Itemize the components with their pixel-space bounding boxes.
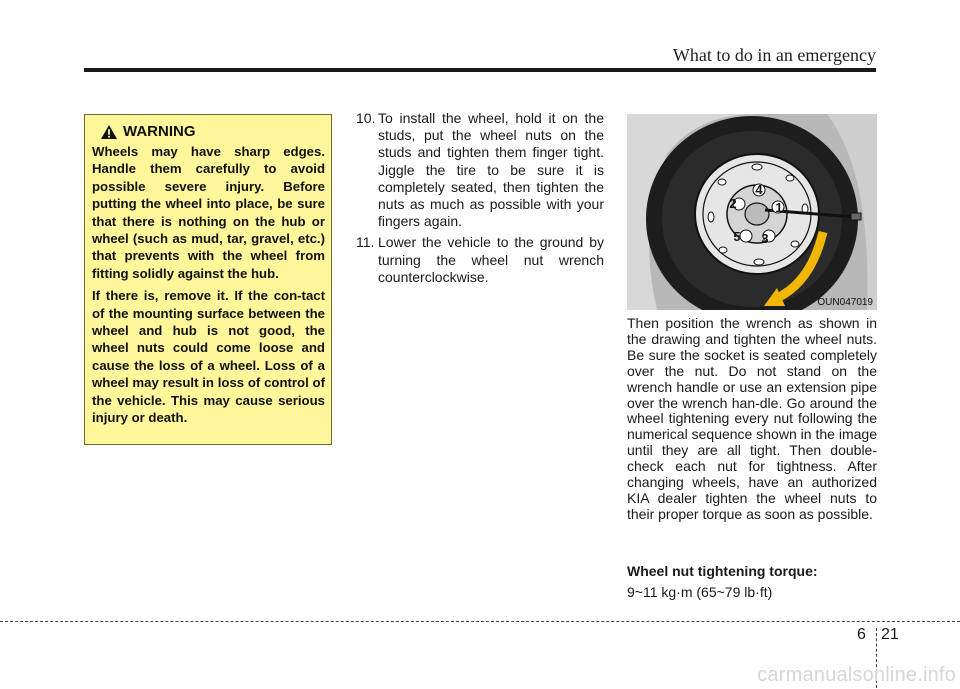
step-number: 10.	[356, 110, 376, 126]
wheel-drawing	[627, 114, 877, 310]
torque-value: 9~11 kg·m (65~79 lb·ft)	[627, 584, 773, 600]
nut-label-1: 1	[775, 200, 783, 215]
nut-label-4: 4	[755, 182, 763, 197]
nut-label-3: 3	[761, 231, 769, 246]
page-number: 21	[881, 626, 899, 643]
nut-label-5: 5	[733, 229, 741, 244]
warning-paragraph-1: Wheels may have sharp edges. Handle them carefully to avoid possible severe injury. Before putting the wheel into place, be sure that there is nothing on the hub or wheel (such as mud, tar, gravel, etc.) that prevents with the wheel from fitting solidly against the hub.	[92, 144, 325, 281]
step-text: To install the wheel, hold it on the studs, put the wheel nuts on the studs and tighten them finger tight. Jiggle the tire to be sure it is completely seated, then tighten the nuts as much as possible with your fingers again.	[378, 110, 604, 230]
wrench-instructions: Then position the wrench as shown in the drawing and tighten the wheel nuts. Be sure the socket is seated completely over the nut. Do not stand on the wrench handle or use an extension pipe over the wrench han-dle. Go around the wheel tightening every nut following the numerical sequence shown in the image until they are all tight. Then double-check each nut for tightness. After changing wheels, have an authorized KIA dealer tighten the wheel nuts to their proper torque as soon as possible.	[627, 315, 877, 522]
section-title: What to do in an emergency	[672, 45, 876, 65]
header-rule	[84, 68, 876, 72]
step-item	[356, 110, 604, 230]
instruction-steps	[356, 110, 604, 290]
step-item	[356, 234, 604, 286]
watermark: carmanualsonline.info	[757, 664, 956, 686]
warning-box	[84, 114, 332, 445]
footer-rule	[0, 621, 960, 622]
nut-label-2: 2	[729, 196, 737, 211]
warning-title: WARNING	[123, 123, 196, 140]
torque-label: Wheel nut tightening torque:	[627, 563, 818, 579]
chapter-number: 6	[857, 626, 866, 643]
step-number: 11.	[356, 234, 375, 251]
step-text: Lower the vehicle to the ground by turning the wheel nut wrench counterclockwise.	[378, 234, 604, 285]
wheel-illustration	[627, 114, 877, 310]
figure-code: OUN047019	[817, 297, 873, 308]
warning-paragraph-2: If there is, remove it. If the con-tact of the mounting surface between the wheel and hub is not good, the wheel nuts could come loose and cause the loss of a wheel. Loss of a wheel may result in loss of control of the vehicle. This may cause serious injury or death.	[92, 288, 325, 426]
warning-header	[100, 123, 325, 140]
warning-triangle-icon	[100, 124, 118, 140]
